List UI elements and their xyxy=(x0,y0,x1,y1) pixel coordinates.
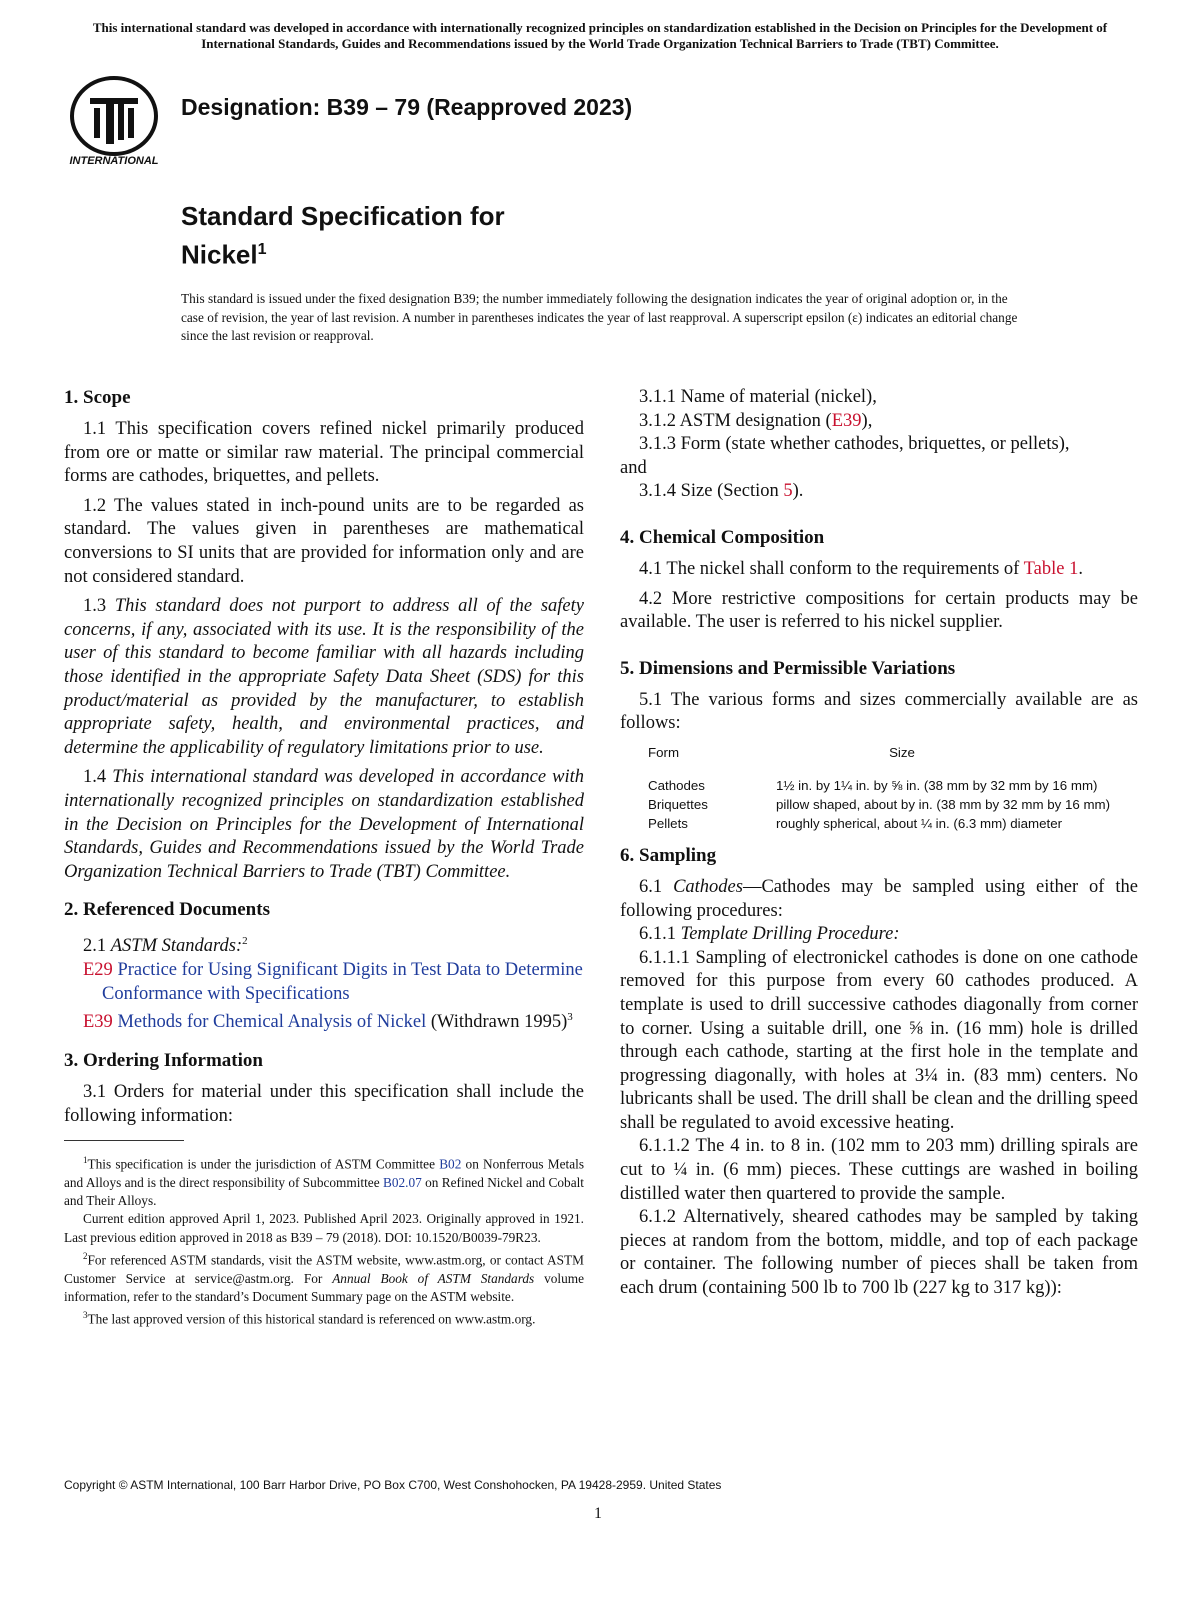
paragraph-5-1: 5.1 The various forms and sizes commercially available are as follows: xyxy=(620,689,1138,734)
footnote-1: $^1$This specification is under the jurisdiction of ASTM Committee B02 on Nonferrous Metals and Alloys and is the direct responsibility of Subcommittee B02.07 on Refined Nickel and Cobalt and Their Alloys. xyxy=(64,1155,584,1209)
paragraph-1-2: 1.2 The values stated in inch-pound units are to be regarded as standard. The values given in parentheses are mathematical conversions to SI units that are provided for information only and are not considered standard. xyxy=(64,495,584,587)
paragraph-4-2: 4.2 More restrictive compositions for certain products may be available. The user is referred to his nickel supplier. xyxy=(620,588,1138,633)
paragraph-4-1: 4.1 The nickel shall conform to the requirements of Table 1. xyxy=(639,558,1083,579)
right-column xyxy=(620,386,1138,1301)
title-line-2: Nickel xyxy=(181,239,258,270)
ordering-item-3-1-2: 3.1.2 ASTM designation (E39), xyxy=(639,410,873,431)
paragraph-2-1: 2.1 ASTM Standards:$^2$ xyxy=(83,935,248,957)
paragraph-1-4: 1.4 This international standard was developed in accordance with internationally recognized principles on standardization established in the Decision on Principles for the Development of International Standards, Guides and Recommendations issued by the World Trade Organization Technical Barriers to Trade (TBT) Committee. xyxy=(64,767,585,882)
issue-statement: This standard is issued under the fixed designation B39; the number immediately following the designation indicates the year of original adoption or, in the case of revision, the year of last revision. A number in parentheses indicates the year of last reapproval. A superscript epsilon (ε) indicates an editorial change since the last revision or reapproval. xyxy=(181,291,1018,343)
paragraph-6-1-1: 6.1.1 Template Drilling Procedure: xyxy=(639,924,900,945)
section-heading-scope: 1. Scope xyxy=(64,387,131,408)
section-heading-sampling: 6. Sampling xyxy=(620,844,717,866)
reference-code-e39[interactable]: E39 xyxy=(83,1012,113,1033)
table-header-form: Form xyxy=(648,744,680,760)
table-header-size: Size xyxy=(889,744,915,760)
title-footnote-ref: 1 xyxy=(257,241,267,258)
table-row: Cathodes 1½ in. by 1¼ in. by ⅝ in. (38 mm by 32 mm by 16 mm) xyxy=(648,777,1098,793)
table-row: Briquettes pillow shaped, about by in. (38 mm by 32 mm by 16 mm) xyxy=(648,796,1111,812)
footnote-link-b02[interactable]: B02 xyxy=(439,1156,462,1172)
footnotes xyxy=(64,1151,584,1329)
paragraph-1-3: 1.3 This standard does not purport to address all of the safety concerns, if any, associated with its use. It is the responsibility of the user of this standard to become familiar with all hazards including those identified in the appropriate Safety Data Sheet (SDS) for this product/material as provided by the manufacturer, to establish appropriate safety, health, and environmental practices, and determine the applicability of regulatory limitations prior to use. xyxy=(64,596,584,758)
table-row: Pellets roughly spherical, about ¼ in. (6.3 mm) diameter xyxy=(648,815,1063,831)
wto-notice: This international standard was developed in accordance with internationally recognized principles on standardization established in the Decision on Principles for the Development of International Standards, Guides and Recommendations issued by the World Trade Organization Technical Barriers to Trade (TBT) Committee. xyxy=(92,20,1108,51)
left-column xyxy=(64,386,584,1329)
reference-e39[interactable]: E39 Methods for Chemical Analysis of Nickel (Withdrawn 1995)$^3$ xyxy=(83,1011,573,1033)
reference-e29[interactable] xyxy=(64,959,584,1006)
designation: Designation: B39 – 79 (Reapproved 2023) xyxy=(181,94,633,120)
section-heading-referenced: 2. Referenced Documents xyxy=(64,899,270,921)
astm-logo xyxy=(64,72,172,170)
page-number: 1 xyxy=(594,1505,602,1522)
astm-logo-mark xyxy=(90,98,138,144)
link-section-5[interactable]: 5 xyxy=(783,481,793,502)
reference-code-e29[interactable]: E29 xyxy=(83,960,113,981)
footnote-2: $^2$For referenced ASTM standards, visit the ASTM website, www.astm.org, or contact ASTM Customer Service at service@astm.org. For Annual Book of ASTM Standards volume information, refer to the standard’s Document Summary page on the ASTM website. xyxy=(64,1251,584,1305)
ordering-items xyxy=(620,386,1138,504)
footnote-3: $^3$The last approved version of this historical standard is referenced on www.astm.org. xyxy=(83,1310,536,1327)
paragraph-6-1: 6.1 Cathodes—Cathodes may be sampled using either of the following procedures: xyxy=(620,876,1139,921)
title-line-1: Standard Specification for xyxy=(181,201,505,231)
logo-subtext: INTERNATIONAL xyxy=(69,155,159,167)
document-title xyxy=(181,200,505,272)
section-heading-dimensions: 5. Dimensions and Permissible Variations xyxy=(620,657,956,679)
link-e39[interactable]: E39 xyxy=(831,410,862,431)
footnote-rule xyxy=(64,1140,184,1141)
paragraph-1-1: 1.1 This specification covers refined nickel primarily produced from ore or matte or similar raw material. The principal commercial forms are cathodes, briquettes, and pellets. xyxy=(64,419,584,487)
footnote-1-edition: Current edition approved April 1, 2023. Published April 2023. Originally approved in 1921. Last previous edition approved in 2018 as B39 – 79 (2018). DOI: 10.1520/B0039-79R23. xyxy=(64,1211,584,1245)
copyright: Copyright © ASTM International, 100 Barr Harbor Drive, PO Box C700, West Conshohocken, PA 19428-2959. United States xyxy=(64,1478,722,1492)
reference-title-e39[interactable]: Methods for Chemical Analysis of Nickel xyxy=(117,1012,427,1033)
section-heading-ordering: 3. Ordering Information xyxy=(64,1049,263,1071)
paragraph-3-1: 3.1 Orders for material under this specification shall include the following information: xyxy=(64,1081,584,1126)
ordering-item-3-1-4: 3.1.4 Size (Section 5). xyxy=(639,481,804,502)
paragraph-6-1-2: 6.1.2 Alternatively, sheared cathodes may be sampled by taking pieces at random from the bottom, middle, and top of each package or container. The following number of pieces shall be taken from each drum (containing 500 lb to 700 lb (227 kg to 317 kg)): xyxy=(620,1207,1138,1299)
section-heading-chemical: 4. Chemical Composition xyxy=(620,526,825,548)
paragraph-6-1-1-2: 6.1.1.2 The 4 in. to 8 in. (102 mm to 203 mm) drilling spirals are cut to ¼ in. (6 mm) pieces. These cuttings are washed in boiling distilled water then quartered to provide the sample. xyxy=(620,1136,1138,1204)
forms-table xyxy=(648,744,1118,834)
ordering-item-3-1-1: 3.1.1 Name of material (nickel), xyxy=(639,387,877,407)
ordering-item-3-1-3: 3.1.3 Form (state whether cathodes, briquettes, or pellets), xyxy=(639,434,1070,455)
link-table-1[interactable]: Table 1 xyxy=(1023,558,1079,579)
reference-title-e29[interactable]: Practice for Using Significant Digits in Test Data to Determine Conformance with Specifications xyxy=(102,960,583,1004)
paragraph-6-1-1-1: 6.1.1.1 Sampling of electronickel cathodes is done on one cathode removed for this purpose from every 60 cathodes produced. A template is used to drill successive cathodes diagonally from corner to corner. Using a suitable drill, one ⅝ in. (16 mm) hole is drilled through each cathode, starting at the first hole in the template and progressing diagonally, with holes at 3¼ in. (83 mm) centers. No lubricants shall be used. The drill shall be clean and the drilling speed shall be regulated to avoid excessive heating. xyxy=(620,947,1138,1133)
footnote-link-b02-07[interactable]: B02.07 xyxy=(382,1174,422,1190)
ordering-item-3-1-3-cont: and xyxy=(620,457,647,478)
